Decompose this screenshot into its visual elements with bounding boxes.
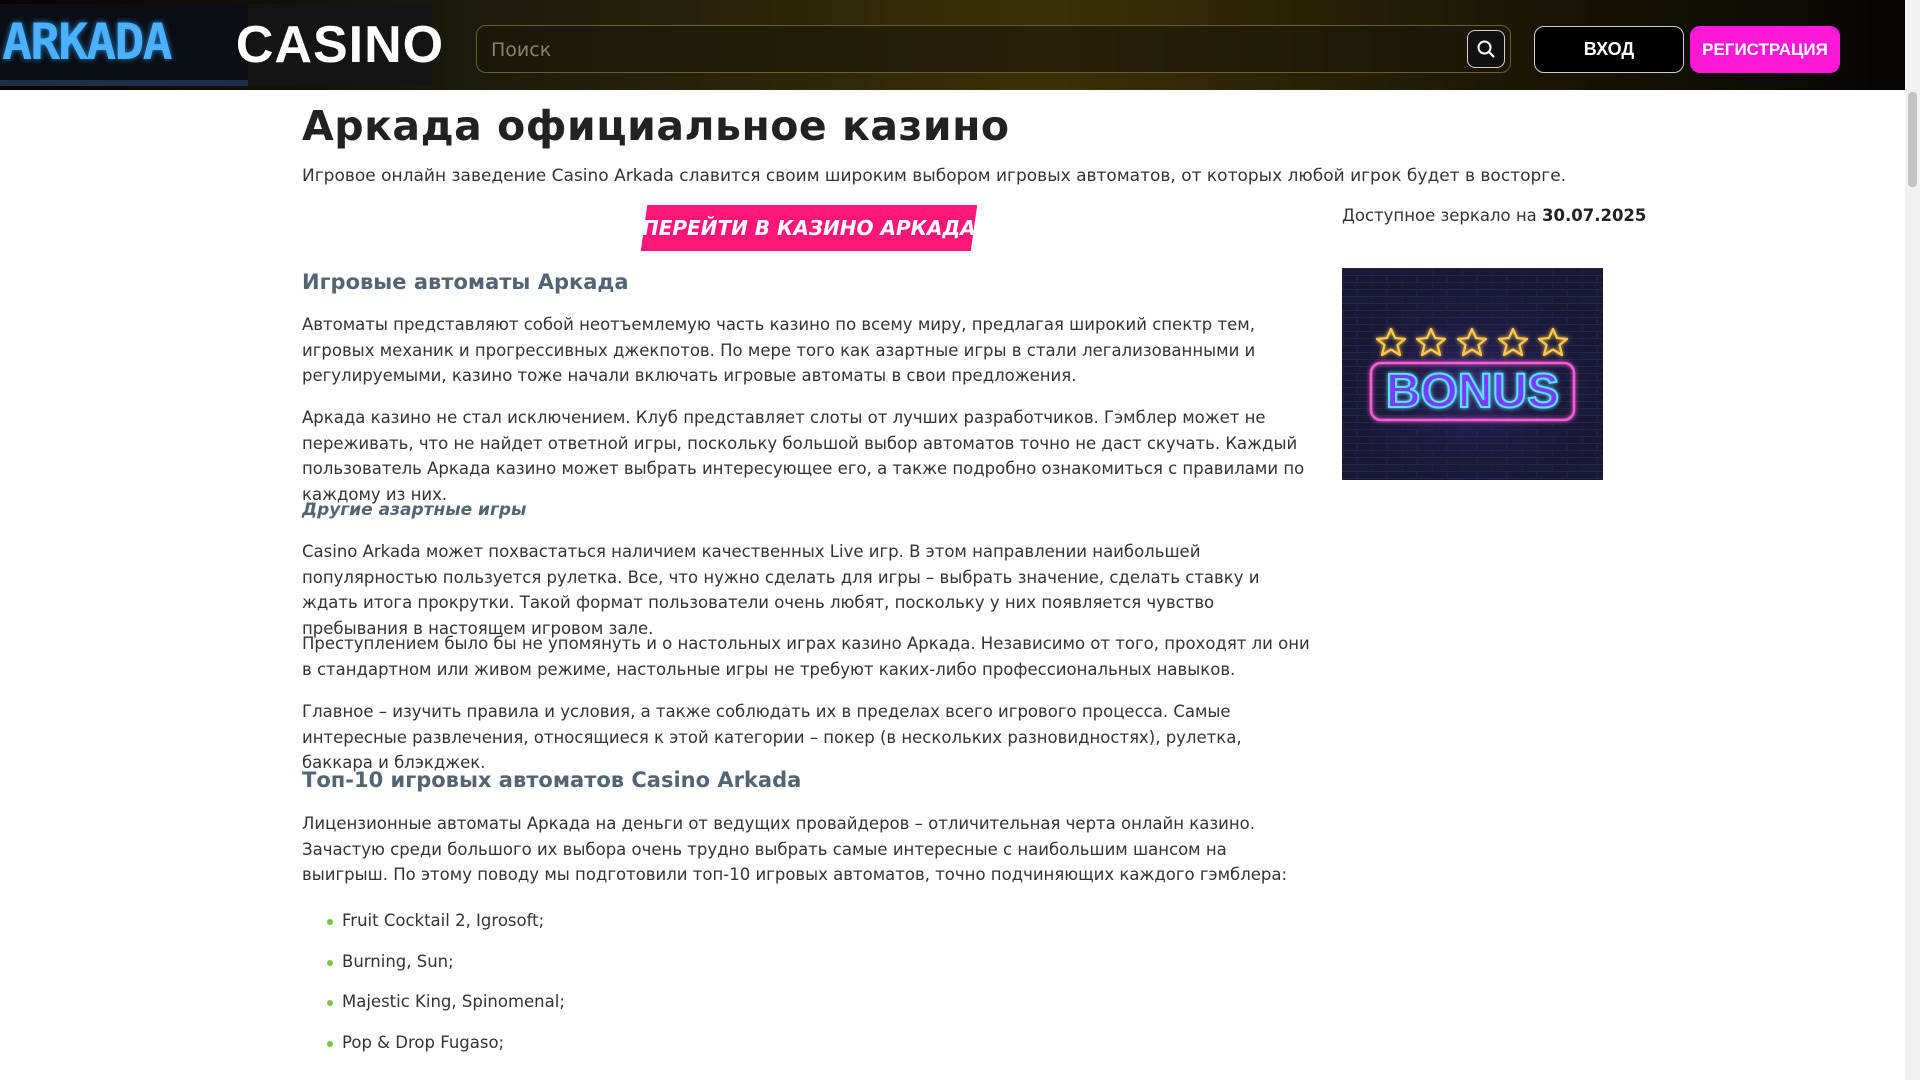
search-input[interactable] bbox=[489, 26, 1453, 73]
paragraph-table-games: Преступлением было бы не упомянуть и о настольных играх казино Аркада. Независимо от того, проходят ли они в стандартном или живом режиме, настольные игры не требуют каких-либо профессиональных навыков. bbox=[302, 634, 1310, 679]
section-heading-slots: Игровые автоматы Аркада bbox=[302, 270, 629, 294]
section-heading-top10: Топ-10 игровых автоматов Casino Arkada bbox=[302, 768, 802, 792]
go-to-casino-label: ПЕРЕЙТИ В КАЗИНО АРКАДА bbox=[642, 216, 976, 240]
mirror-date: 30.07.2025 bbox=[1542, 206, 1647, 225]
page-scrollbar[interactable] bbox=[1905, 0, 1920, 1080]
search-icon bbox=[1476, 39, 1496, 59]
bonus-banner[interactable] bbox=[1342, 268, 1603, 480]
list-item: Pop & Drop Fugaso; bbox=[302, 1032, 565, 1073]
page-title: Аркада официальное казино bbox=[302, 102, 1010, 150]
search-button[interactable] bbox=[1467, 30, 1505, 68]
logo-casino-text: CASINO bbox=[235, 16, 445, 74]
lead-paragraph: Игровое онлайн заведение Casino Arkada славится своим широким выбором игровых автоматов, от которых любой игрок будет в восторге. bbox=[302, 166, 1567, 186]
bonus-neon-image bbox=[1342, 268, 1603, 480]
site-header bbox=[0, 0, 1905, 90]
go-to-casino-button[interactable] bbox=[641, 205, 977, 251]
paragraph-slots-intro: Автоматы представляют собой неотъемлемую часть казино по всему миру, предлагая широкий спектр тем, игровых механик и прогрессивных джекпотов. По мере того как азартные игры в стали легализованными и регулируемыми, казино тоже начали включать игровые автоматы в свои предложения. bbox=[302, 315, 1256, 385]
list-item: Burning, Sun; bbox=[302, 951, 565, 992]
search-bar bbox=[476, 25, 1511, 73]
paragraph-live-games: Casino Arkada может похвастаться наличием качественных Live игр. В этом направлении наибольшей популярностью пользуется рулетка. Все, что нужно сделать для игры – выбрать значение, сделать ставку и ждать итога прокрутки. Такой формат пользователи очень любят, поскольку у них появляется чувство пребывания в настоящем игровом зале. bbox=[302, 542, 1260, 638]
site-logo[interactable] bbox=[0, 4, 445, 86]
logo-casino-block bbox=[235, 4, 445, 86]
scrollbar-thumb[interactable] bbox=[1908, 92, 1917, 187]
paragraph-rules: Главное – изучить правила и условия, а также соблюдать их в пределах всего игрового процесса. Самые интересные развлечения, относящиеся к этой категории – покер (в нескольких разновидностях), рулетка, баккара и блэкджек. bbox=[302, 702, 1242, 772]
top-slots-list bbox=[302, 910, 565, 1072]
login-button[interactable]: ВХОД bbox=[1534, 26, 1684, 73]
mirror-label: Доступное зеркало на bbox=[1342, 206, 1537, 225]
bonus-text: BONUS bbox=[1385, 365, 1560, 418]
paragraph-top10-intro: Лицензионные автоматы Аркада на деньги от ведущих провайдеров – отличительная черта онлайн казино. Зачастую среди большого их выбора очень трудно выбрать самые интересные с наибольшим шансом на выигрыш. По этому поводу мы подготовили топ-10 игровых автоматов, точно подчиняющих каждого гэмблера: bbox=[302, 814, 1288, 884]
logo-arkada-text: ARKADA bbox=[2, 13, 171, 71]
register-button[interactable]: РЕГИСТРАЦИЯ bbox=[1690, 26, 1840, 73]
logo-arkada-block bbox=[0, 4, 248, 86]
list-item: Fruit Cocktail 2, Igrosoft; bbox=[302, 910, 565, 951]
subheading-other-games: Другие азартные игры bbox=[302, 500, 527, 520]
paragraph-slots-arkada: Аркада казино не стал исключением. Клуб представляет слоты от лучших разработчиков. Гэмблер может не переживать, что не найдет ответной игры, поскольку большой выбор автоматов точно не даст скучать. Каждый пользователь Аркада казино может выбрать интересующее его, а также подробно ознакомиться с правилами по каждому из них. bbox=[302, 408, 1305, 504]
mirror-info bbox=[1342, 206, 1646, 225]
list-item: Majestic King, Spinomenal; bbox=[302, 991, 565, 1032]
